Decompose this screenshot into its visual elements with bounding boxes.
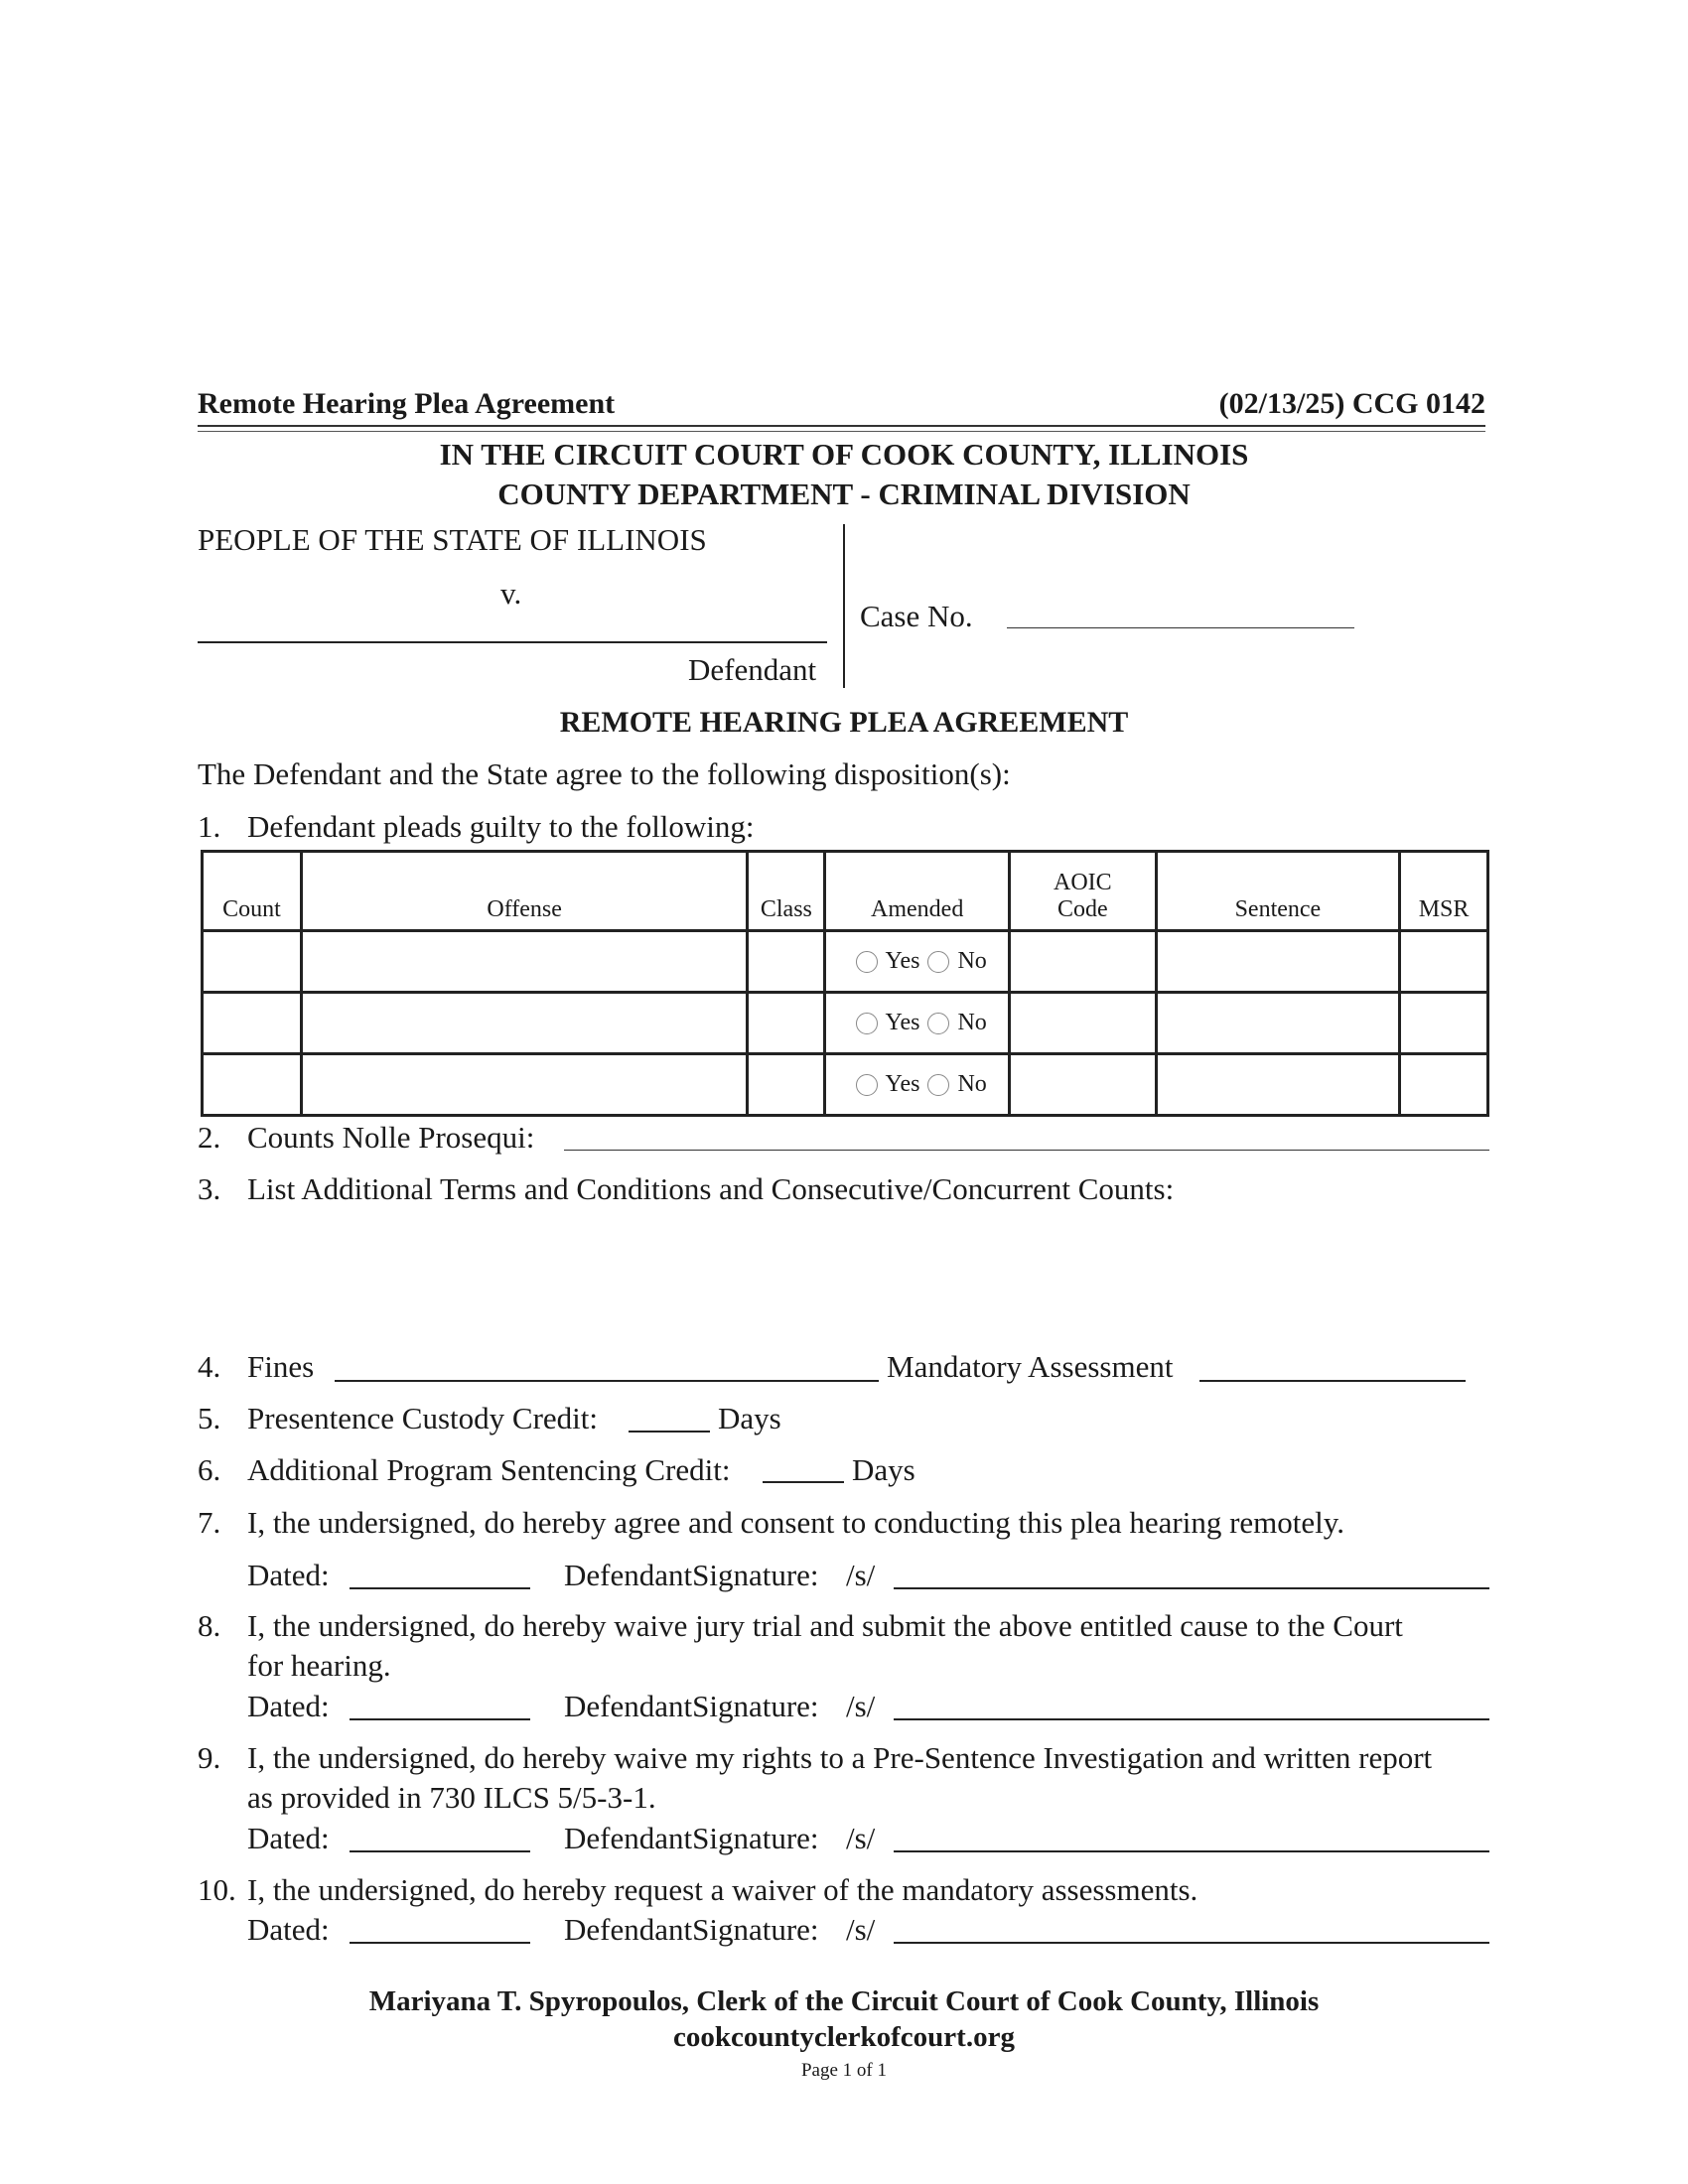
code-label: Code	[1057, 896, 1108, 922]
item-10-text: I, the undersigned, do hereby request a waiver of the mandatory assessments.	[247, 1872, 1198, 1907]
item-10-date-field[interactable]	[350, 1942, 530, 1944]
item-7-signature-label: DefendantSignature:	[564, 1558, 819, 1592]
item-9-dated-label: Dated:	[247, 1821, 330, 1855]
offense-cell[interactable]	[301, 1054, 748, 1116]
item-4-number: 4.	[198, 1349, 221, 1384]
header-rule-thin	[198, 431, 1485, 432]
nolle-prosequi-field[interactable]	[564, 1150, 1489, 1151]
item-6-days: Days	[852, 1452, 915, 1487]
col-header-offense: Offense	[301, 852, 748, 931]
item-5-days: Days	[718, 1401, 781, 1435]
yes-radio[interactable]	[856, 1013, 878, 1034]
item-9-text-line2: as provided in 730 ILCS 5/5-3-1.	[247, 1780, 656, 1815]
custody-credit-field[interactable]	[629, 1431, 710, 1433]
offense-cell[interactable]	[301, 931, 748, 993]
clerk-name: Mariyana T. Spyropoulos, Clerk of the Circuit Court of Cook County, Illinois	[368, 1985, 1320, 2017]
aoic-code-cell[interactable]	[1010, 993, 1157, 1054]
item-10-signature-field[interactable]	[894, 1942, 1489, 1944]
item-9-signature-label: DefendantSignature:	[564, 1821, 819, 1855]
item-7-dated-label: Dated:	[247, 1558, 330, 1592]
item-1-text: Defendant pleads guilty to the following:	[247, 809, 755, 844]
col-header-amended: Amended	[825, 852, 1010, 931]
clerk-website: cookcountyclerkofcourt.org	[673, 2021, 1015, 2053]
class-cell[interactable]	[748, 993, 825, 1054]
item-9-signature-field[interactable]	[894, 1850, 1489, 1852]
item-1-number: 1.	[198, 809, 221, 844]
no-radio[interactable]	[927, 951, 949, 973]
msr-cell[interactable]	[1400, 993, 1488, 1054]
defendant-label: Defendant	[688, 652, 817, 687]
msr-cell[interactable]	[1400, 1054, 1488, 1116]
case-no-label: Case No.	[860, 599, 973, 633]
no-label: No	[957, 1071, 987, 1097]
msr-cell[interactable]	[1400, 931, 1488, 993]
plaintiff-name: PEOPLE OF THE STATE OF ILLINOIS	[198, 522, 707, 557]
item-8-text-line2: for hearing.	[247, 1648, 391, 1683]
sentence-cell[interactable]	[1156, 931, 1399, 993]
table-row	[203, 1054, 1488, 1116]
item-9-date-field[interactable]	[350, 1850, 530, 1852]
item-8-signature-field[interactable]	[894, 1718, 1489, 1720]
item-7-s-mark: /s/	[846, 1558, 876, 1592]
aoic-label: AOIC	[1054, 870, 1112, 895]
yes-label: Yes	[885, 948, 920, 974]
program-credit-field[interactable]	[763, 1481, 844, 1483]
no-radio[interactable]	[927, 1013, 949, 1034]
mandatory-assessment-field[interactable]	[1199, 1380, 1466, 1382]
mandatory-assessment-label: Mandatory Assessment	[887, 1349, 1174, 1384]
col-header-class: Class	[748, 852, 825, 931]
aoic-code-cell[interactable]	[1010, 1054, 1157, 1116]
item-3-text: List Additional Terms and Conditions and Consecutive/Concurrent Counts:	[247, 1171, 1175, 1206]
count-cell[interactable]	[203, 993, 302, 1054]
amended-cell	[825, 993, 1010, 1054]
item-10-number: 10.	[198, 1872, 236, 1907]
yes-radio[interactable]	[856, 1074, 878, 1096]
amended-cell	[825, 1054, 1010, 1116]
table-header-row	[203, 852, 1488, 931]
col-header-msr: MSR	[1400, 852, 1488, 931]
no-label: No	[957, 948, 987, 974]
caption-divider	[843, 524, 845, 688]
item-8-number: 8.	[198, 1608, 221, 1643]
versus: v.	[500, 576, 522, 611]
yes-label: Yes	[885, 1010, 920, 1035]
offense-cell[interactable]	[301, 993, 748, 1054]
class-cell[interactable]	[748, 931, 825, 993]
item-7-number: 7.	[198, 1505, 221, 1540]
item-8-dated-label: Dated:	[247, 1689, 330, 1723]
item-6-number: 6.	[198, 1452, 221, 1487]
col-header-count: Count	[203, 852, 302, 931]
fines-label: Fines	[247, 1349, 315, 1384]
col-header-aoic-code	[1010, 852, 1157, 931]
fines-field[interactable]	[335, 1380, 879, 1382]
intro-text: The Defendant and the State agree to the following disposition(s):	[198, 756, 1011, 791]
sentence-cell[interactable]	[1156, 993, 1399, 1054]
count-cell[interactable]	[203, 931, 302, 993]
item-8-signature-label: DefendantSignature:	[564, 1689, 819, 1723]
table-row	[203, 993, 1488, 1054]
item-6-text: Additional Program Sentencing Credit:	[247, 1452, 731, 1487]
court-division: COUNTY DEPARTMENT - CRIMINAL DIVISION	[497, 477, 1191, 511]
yes-radio[interactable]	[856, 951, 878, 973]
plea-table	[201, 850, 1489, 1117]
defendant-name-field[interactable]	[198, 641, 827, 643]
item-2-number: 2.	[198, 1120, 221, 1155]
count-cell[interactable]	[203, 1054, 302, 1116]
no-radio[interactable]	[927, 1074, 949, 1096]
court-name: IN THE CIRCUIT COURT OF COOK COUNTY, ILLINOIS	[439, 437, 1249, 472]
item-10-signature-label: DefendantSignature:	[564, 1912, 819, 1947]
case-no-field[interactable]	[1007, 627, 1354, 628]
page-number: Page 1 of 1	[800, 2060, 887, 2081]
amended-cell	[825, 931, 1010, 993]
item-3-number: 3.	[198, 1171, 221, 1206]
item-2-text: Counts Nolle Prosequi:	[247, 1120, 535, 1155]
table-row	[203, 931, 1488, 993]
item-10-dated-label: Dated:	[247, 1912, 330, 1947]
aoic-code-cell[interactable]	[1010, 931, 1157, 993]
item-5-text: Presentence Custody Credit:	[247, 1401, 598, 1435]
yes-label: Yes	[885, 1071, 920, 1097]
item-8-s-mark: /s/	[846, 1689, 876, 1723]
no-label: No	[957, 1010, 987, 1035]
item-9-number: 9.	[198, 1740, 221, 1775]
item-7-date-field[interactable]	[350, 1587, 530, 1589]
item-5-number: 5.	[198, 1401, 221, 1435]
document-title: REMOTE HEARING PLEA AGREEMENT	[559, 706, 1129, 739]
item-10-s-mark: /s/	[846, 1912, 876, 1947]
sentence-cell[interactable]	[1156, 1054, 1399, 1116]
col-header-sentence: Sentence	[1156, 852, 1399, 931]
item-9-text-line1: I, the undersigned, do hereby waive my rights to a Pre-Sentence Investigation and written report	[247, 1740, 1433, 1775]
header-rule	[198, 425, 1485, 427]
item-8-date-field[interactable]	[350, 1718, 530, 1720]
item-8-text-line1: I, the undersigned, do hereby waive jury trial and submit the above entitled cause to the Court	[247, 1608, 1403, 1643]
item-9-s-mark: /s/	[846, 1821, 876, 1855]
form-code: (02/13/25) CCG 0142	[1218, 387, 1485, 420]
class-cell[interactable]	[748, 1054, 825, 1116]
form-title: Remote Hearing Plea Agreement	[198, 387, 616, 420]
item-7-text: I, the undersigned, do hereby agree and consent to conducting this plea hearing remotely.	[247, 1505, 1345, 1540]
item-7-signature-field[interactable]	[894, 1587, 1489, 1589]
